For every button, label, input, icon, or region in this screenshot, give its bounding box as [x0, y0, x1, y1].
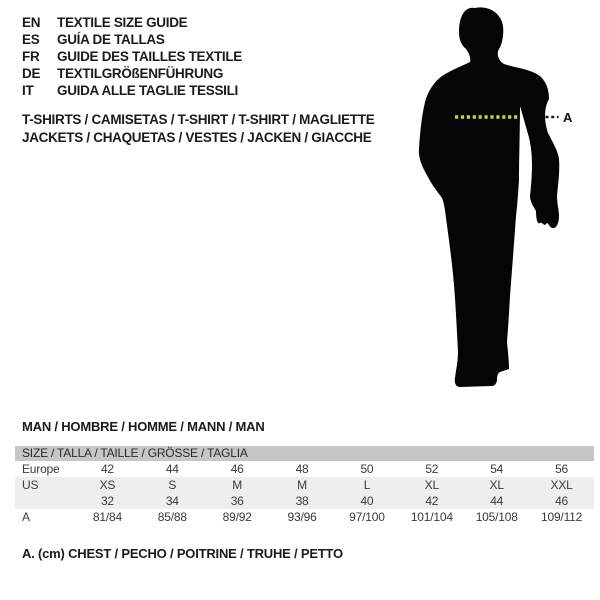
language-code: DE [22, 66, 41, 81]
row-label: Europe [22, 462, 60, 476]
size-table-header: SIZE / TALLA / TAILLE / GRÖSSE / TAGLIA [15, 446, 594, 461]
language-label: GUIDA ALLE TAGLIE TESSILI [57, 83, 238, 98]
size-cell: XL [424, 478, 439, 492]
size-cell: 109/112 [541, 510, 583, 524]
language-label: GUIDE DES TAILLES TEXTILE [57, 49, 243, 64]
size-cell: 56 [555, 462, 569, 476]
language-label: TEXTILGRÖßENFÜHRUNG [57, 66, 224, 81]
size-cell: 42 [425, 494, 439, 508]
size-cell: M [297, 478, 307, 492]
size-cell: XL [489, 478, 504, 492]
size-cell: XXL [550, 478, 573, 492]
size-cell: 97/100 [349, 510, 385, 524]
language-code: FR [22, 49, 40, 64]
language-row-it [22, 82, 242, 99]
size-cell: 40 [360, 494, 374, 508]
size-cell: 44 [165, 462, 179, 476]
table-row-us-numbers [15, 493, 594, 509]
language-label: TEXTILE SIZE GUIDE [57, 15, 188, 30]
row-label: A [22, 510, 30, 524]
size-cell: S [168, 478, 177, 492]
garment-categories [22, 111, 374, 147]
size-cell: 85/88 [157, 510, 187, 524]
size-cell: 32 [100, 494, 114, 508]
size-cell: 46 [230, 462, 244, 476]
size-cell: 44 [490, 494, 504, 508]
size-cell: 38 [295, 494, 309, 508]
language-label: GUÍA DE TALLAS [57, 32, 165, 47]
row-label [15, 493, 75, 509]
language-row-fr [22, 48, 242, 65]
language-row-de [22, 65, 242, 82]
size-cell: 93/96 [287, 510, 317, 524]
size-cell: M [232, 478, 243, 492]
size-cell: 42 [100, 462, 114, 476]
measure-label-a: A [563, 110, 573, 125]
language-code: ES [22, 32, 40, 47]
size-cell: 89/92 [222, 510, 252, 524]
size-cell: 54 [490, 462, 504, 476]
size-cell: 52 [425, 462, 439, 476]
section-title-man: MAN / HOMBRE / HOMME / MANN / MAN [22, 419, 265, 434]
size-cell: 34 [165, 494, 179, 508]
table-row-chest [15, 509, 594, 525]
size-cell: L [363, 478, 371, 492]
category-tshirts: T-SHIRTS / CAMISETAS / T-SHIRT / T-SHIRT / MAGLIETTE [22, 112, 375, 127]
size-cell: 81/84 [92, 510, 122, 524]
size-cell: 36 [230, 494, 244, 508]
table-row-us-letters [15, 477, 594, 493]
language-code: EN [22, 15, 41, 30]
size-cell: 48 [295, 462, 309, 476]
language-list [22, 14, 242, 99]
size-cell: 46 [555, 494, 569, 508]
man-silhouette [419, 7, 559, 387]
row-label: US [22, 478, 39, 492]
language-code: IT [22, 83, 34, 98]
language-row-es [22, 31, 242, 48]
language-row-en [22, 14, 242, 31]
size-table [15, 446, 594, 525]
measurement-footnote: A. (cm) CHEST / PECHO / POITRINE / TRUHE / PETTO [22, 546, 343, 561]
man-figure [415, 0, 575, 400]
size-cell: 105/108 [475, 510, 518, 524]
size-cell: 50 [360, 462, 374, 476]
size-cell: XS [99, 478, 116, 492]
table-row-europe [15, 461, 594, 477]
size-cell: 101/104 [410, 510, 453, 524]
category-jackets: JACKETS / CHAQUETAS / VESTES / JACKEN / GIACCHE [22, 130, 372, 145]
man-silhouette-svg [415, 0, 575, 400]
